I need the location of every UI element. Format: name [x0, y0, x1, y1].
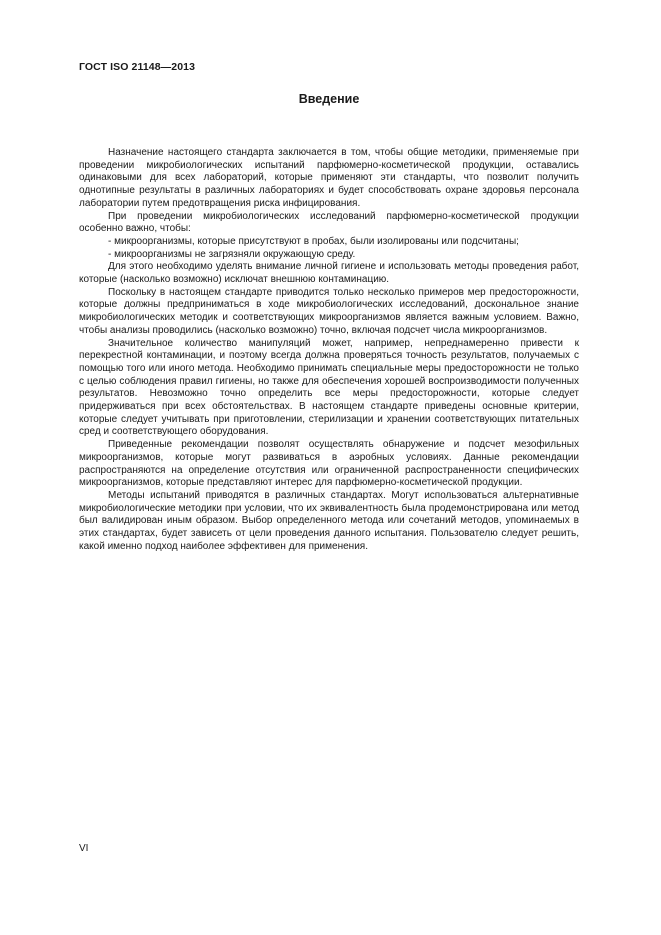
- list-item: - микроорганизмы не загрязняли окружающую среду.: [108, 248, 356, 260]
- document-code: ГОСТ ISO 21148—2013: [79, 61, 196, 73]
- paragraph-recommendations: Приведенные рекомендации позволят осуществлять обнаружение и подсчет мезофильных микроорганизмов, которые могут развиваться в аэробных условиях. Данные рекомендации распространяются на определение отсутствия или ограниченной распространенности специфических микроорганизмов, которые представляют интерес для парфюмерно-косметической продукции.: [79, 439, 579, 489]
- paragraph-hygiene: Для этого необходимо уделять внимание личной гигиене и использовать методы проведения работ, которые (насколько возможно) исключат внешнюю контаминацию.: [79, 261, 579, 286]
- list-item: - микроорганизмы, которые присутствуют в пробах, были изолированы или подсчитаны;: [108, 235, 519, 247]
- paragraph-requirements-intro: При проведении микробиологических исследований парфюмерно-косметической продукции особенно важно, чтобы:: [79, 210, 579, 235]
- paragraph-purpose: Назначение настоящего стандарта заключается в том, чтобы общие методики, применяемые при проведении микробиологических испытаний парфюмерно-косметической продукции, оставались одинаковыми для всех лабораторий, которые применяют эти стандарты, что позволит получить однотипные результаты в различных лабораториях и будет способствовать охране здоровья персонала лаборатории путем предотвращения риска инфицирования.: [79, 147, 579, 209]
- body-text: [79, 147, 579, 554]
- paragraph-precautions: Поскольку в настоящем стандарте приводится только несколько примеров мер предосторожности, которые должны предприниматься в ходе микробиологических исследований, доскональное знание микробиологических методик и соответствующих микроорганизмов является важным условием. Важно, чтобы анализы проводились (насколько возможно) точно, включая подсчет числа микроорганизмов.: [79, 286, 579, 336]
- paragraph-test-methods: Методы испытаний приводятся в различных стандартах. Могут использоваться альтернативные микробиологические методики при условии, что их эквивалентность была продемонстрирована или метод был валидирован иным образом. Выбор определенного метода или сочетаний методов, упоминаемых в этих стандартах, будет зависеть от цели проведения данного испытания. Пользователю следует решить, какой именно подход наиболее эффективен для применения.: [79, 489, 579, 552]
- section-title: Введение: [298, 92, 360, 106]
- page-number: VI: [79, 843, 89, 854]
- paragraph-manipulations: Значительное количество манипуляций может, например, непреднамеренно привести к перекрестной контаминации, и поэтому всегда должна проверяться точность результатов, получаемых с помощью того или иного метода. Необходимо принимать специальные меры предосторожности не только с целью соблюдения правил гигиены, но также для обеспечения хорошей воспроизводимости полученных результатов. Невозможно точно определить все меры предосторожности, которые следует придерживаться при всех обстоятельствах. В настоящем стандарте приведены основные критерии, которые следует учитывать при приготовлении, стерилизации и хранении соответствующих питательных сред и соответствующего оборудования.: [79, 337, 579, 438]
